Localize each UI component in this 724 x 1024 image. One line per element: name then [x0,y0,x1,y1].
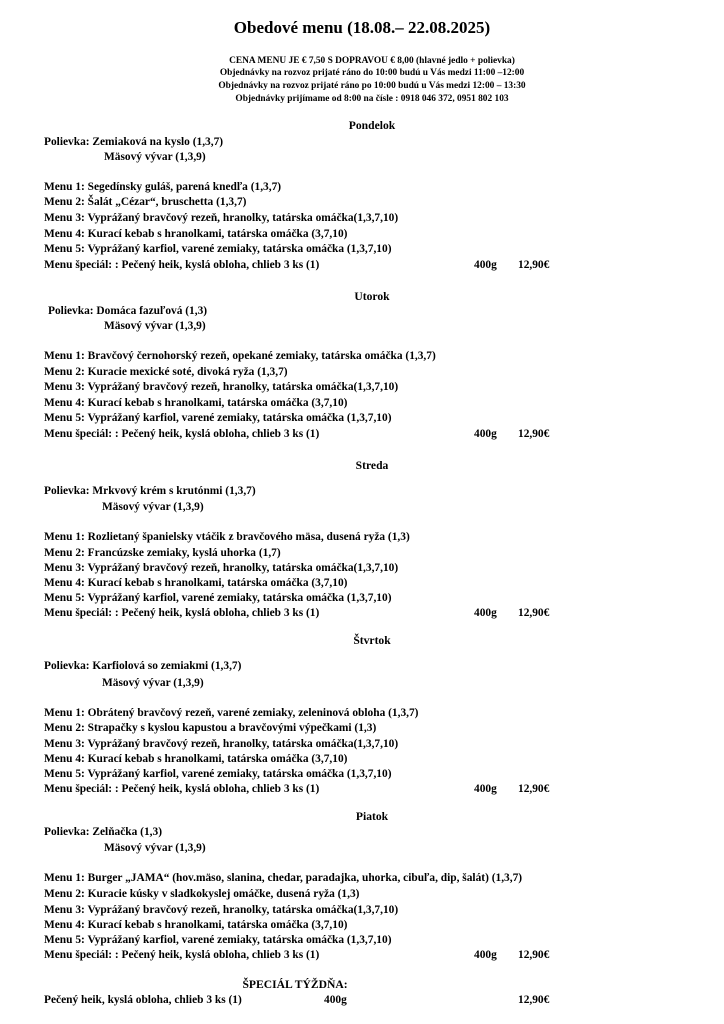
delivery-info-after-10: Objednávky na rozvoz prijaté ráno po 10:00 budú u Vás medzi 12:00 – 13:30 [218,81,526,91]
menu-item: Menu 5: Vyprážaný karfiol, varené zemiaky, tatárska omáčka (1,3,7,10) [44,592,392,604]
week-special-item: Pečený heik, kyslá obloha, chlieb 3 ks (1) [44,994,242,1006]
menu-special: Menu špeciál: : Pečený heik, kyslá obloha, chlieb 3 ks (1) [44,607,320,619]
soup-primary: Polievka: Karfiolová so zemiakmi (1,3,7) [44,660,242,672]
menu-special: Menu špeciál: : Pečený heik, kyslá obloha, chlieb 3 ks (1) [44,783,320,795]
soup-secondary: Mäsový vývar (1,3,9) [102,677,204,689]
menu-special: Menu špeciál: : Pečený heik, kyslá obloha, chlieb 3 ks (1) [44,259,320,271]
menu-special: Menu špeciál: : Pečený heik, kyslá obloha, chlieb 3 ks (1) [44,949,320,961]
menu-item: Menu 1: Burger „JAMA“ (hov.mäso, slanina, chedar, paradajka, uhorka, cibuľa, dip, šalát) (1,3,7) [44,872,523,884]
soup-secondary: Mäsový vývar (1,3,9) [104,151,206,163]
week-special-title: ŠPECIÁL TÝŽDŇA: [242,978,348,991]
day-heading-streda: Streda [355,459,389,472]
day-heading-piatok: Piatok [355,810,389,823]
menu-special-price: 12,90€ [518,949,550,961]
soup-primary: Polievka: Domáca fazuľová (1,3) [48,305,208,317]
menu-special-weight: 400g [474,949,497,961]
menu-item: Menu 5: Vyprážaný karfiol, varené zemiaky, tatárska omáčka (1,3,7,10) [44,412,392,424]
price-info: CENA MENU JE € 7,50 S DOPRAVOU € 8,00 (hlavné jedlo + polievka) [229,56,515,66]
soup-secondary: Mäsový vývar (1,3,9) [104,842,206,854]
menu-special-price: 12,90€ [518,783,550,795]
menu-item: Menu 2: Šalát „Cézar“, bruschetta (1,3,7) [44,196,247,208]
menu-item: Menu 3: Vyprážaný bravčový rezeň, hranolky, tatárska omáčka(1,3,7,10) [44,381,399,393]
menu-special-weight: 400g [474,428,497,440]
page-title: Obedové menu (18.08.– 22.08.2025) [233,18,491,37]
menu-item: Menu 3: Vyprážaný bravčový rezeň, hranolky, tatárska omáčka(1,3,7,10) [44,562,399,574]
soup-secondary: Mäsový vývar (1,3,9) [104,320,206,332]
day-heading-utorok: Utorok [354,290,390,303]
menu-item: Menu 5: Vyprážaný karfiol, varené zemiaky, tatárska omáčka (1,3,7,10) [44,243,392,255]
menu-item: Menu 3: Vyprážaný bravčový rezeň, hranolky, tatárska omáčka(1,3,7,10) [44,738,399,750]
menu-item: Menu 5: Vyprážaný karfiol, varené zemiaky, tatárska omáčka (1,3,7,10) [44,934,392,946]
order-phone-info: Objednávky prijímame od 8:00 na čísle : 0918 046 372, 0951 802 103 [235,94,509,104]
menu-item: Menu 1: Rozlietaný španielsky vtáčik z bravčového mäsa, dusená ryža (1,3) [44,531,410,543]
menu-item: Menu 2: Kuracie kúsky v sladkokyslej omáčke, dusená ryža (1,3) [44,888,360,900]
menu-special-price: 12,90€ [518,259,550,271]
menu-item: Menu 2: Francúzske zemiaky, kyslá uhorka (1,7) [44,547,281,559]
menu-item: Menu 4: Kurací kebab s hranolkami, tatárska omáčka (3,7,10) [44,753,348,765]
menu-item: Menu 4: Kurací kebab s hranolkami, tatárska omáčka (3,7,10) [44,228,348,240]
soup-secondary: Mäsový vývar (1,3,9) [102,501,204,513]
menu-item: Menu 3: Vyprážaný bravčový rezeň, hranolky, tatárska omáčka(1,3,7,10) [44,904,399,916]
menu-item: Menu 1: Bravčový černohorský rezeň, opekané zemiaky, tatárska omáčka (1,3,7) [44,350,436,362]
menu-special-weight: 400g [474,259,497,271]
menu-special-price: 12,90€ [518,428,550,440]
menu-item: Menu 3: Vyprážaný bravčový rezeň, hranolky, tatárska omáčka(1,3,7,10) [44,212,399,224]
menu-item: Menu 1: Segedínsky guláš, parená knedľa (1,3,7) [44,181,282,193]
day-heading-stvrtok: Štvrtok [353,634,391,647]
menu-item: Menu 4: Kurací kebab s hranolkami, tatárska omáčka (3,7,10) [44,577,348,589]
menu-item: Menu 4: Kurací kebab s hranolkami, tatárska omáčka (3,7,10) [44,397,348,409]
week-special-price: 12,90€ [518,994,550,1006]
menu-item: Menu 2: Strapačky s kyslou kapustou a bravčovými výpečkami (1,3) [44,722,377,734]
menu-special-weight: 400g [474,607,497,619]
day-heading-pondelok: Pondelok [348,119,396,132]
menu-item: Menu 1: Obrátený bravčový rezeň, varené zemiaky, zeleninová obloha (1,3,7) [44,707,419,719]
week-special-weight: 400g [324,994,347,1006]
menu-special-weight: 400g [474,783,497,795]
soup-primary: Polievka: Zelňačka (1,3) [44,826,163,838]
menu-item: Menu 4: Kurací kebab s hranolkami, tatárska omáčka (3,7,10) [44,919,348,931]
soup-primary: Polievka: Zemiaková na kyslo (1,3,7) [44,136,224,148]
menu-special-price: 12,90€ [518,607,550,619]
menu-special: Menu špeciál: : Pečený heik, kyslá obloha, chlieb 3 ks (1) [44,428,320,440]
menu-item: Menu 2: Kuracie mexické soté, divoká ryža (1,3,7) [44,366,288,378]
menu-item: Menu 5: Vyprážaný karfiol, varené zemiaky, tatárska omáčka (1,3,7,10) [44,768,392,780]
soup-primary: Polievka: Mrkvový krém s krutónmi (1,3,7) [44,485,256,497]
delivery-info-before-10: Objednávky na rozvoz prijaté ráno do 10:00 budú u Vás medzi 11:00 –12:00 [219,68,525,78]
